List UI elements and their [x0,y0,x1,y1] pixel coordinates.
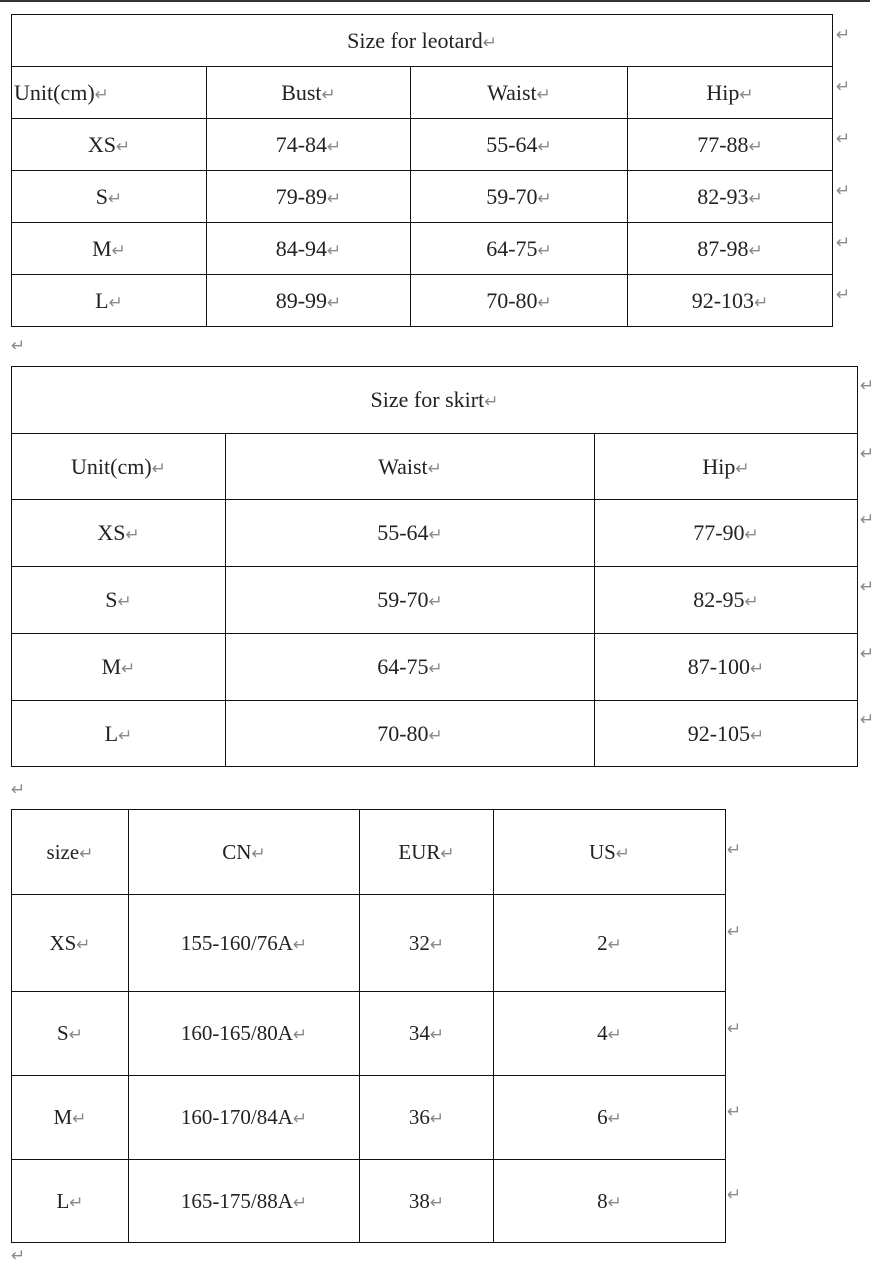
table-cell: 6↵ [494,1076,726,1160]
table-cell: 64-75↵ [411,223,628,275]
table-cell: L↵ [12,275,207,327]
table-title-row [12,367,858,434]
table-cell: 55-64↵ [411,119,628,171]
table-cell: 82-95↵ [595,567,858,634]
table-cell: 34↵ [360,992,494,1076]
table-cell: 92-105↵ [595,701,858,767]
column-header: Unit(cm)↵ [12,434,226,500]
table-cell: 84-94↵ [207,223,411,275]
skirt-size-table [11,366,858,767]
table-cell: XS↵ [12,895,129,992]
table-row [12,634,858,701]
table-cell: M↵ [12,1076,129,1160]
table-cell: 59-70↵ [226,567,595,634]
row-end-mark: ↵ [836,285,851,305]
table-row [12,701,858,767]
table-row [12,119,833,171]
column-header: Waist↵ [226,434,595,500]
table-cell: 70-80↵ [226,701,595,767]
table-header-row [12,67,833,119]
table-row [12,1076,726,1160]
table-cell: 36↵ [360,1076,494,1160]
table-cell: S↵ [12,992,129,1076]
table-cell: 77-90↵ [595,500,858,567]
table-header-row [12,434,858,500]
table-cell: 87-98↵ [628,223,833,275]
table-cell: 8↵ [494,1160,726,1243]
row-end-mark: ↵ [860,444,874,464]
table-cell: 155-160/76A↵ [129,895,360,992]
size-conversion-table [11,809,726,1243]
table-cell: 70-80↵ [411,275,628,327]
column-header: EUR↵ [360,810,494,895]
column-header: Hip↵ [628,67,833,119]
row-end-mark: ↵ [860,577,874,597]
paragraph-mark: ↵ [11,336,26,356]
leotard-size-table [11,14,833,327]
table-title: Size for skirt↵ [12,367,858,434]
table-row [12,500,858,567]
row-end-mark: ↵ [860,710,874,730]
table-cell: M↵ [12,634,226,701]
table-cell: 160-165/80A↵ [129,992,360,1076]
table-cell: 55-64↵ [226,500,595,567]
table-row [12,1160,726,1243]
row-end-mark: ↵ [836,181,851,201]
table-row [12,567,858,634]
table-row [12,992,726,1076]
table-cell: 79-89↵ [207,171,411,223]
table-cell: 59-70↵ [411,171,628,223]
table-cell: XS↵ [12,500,226,567]
table-cell: 64-75↵ [226,634,595,701]
table-row [12,171,833,223]
table-row [12,895,726,992]
table-cell: 165-175/88A↵ [129,1160,360,1243]
column-header: Hip↵ [595,434,858,500]
table-cell: 87-100↵ [595,634,858,701]
table-cell: S↵ [12,567,226,634]
table-cell: 82-93↵ [628,171,833,223]
table-cell: L↵ [12,1160,129,1243]
table-cell: M↵ [12,223,207,275]
column-header: CN↵ [129,810,360,895]
table-cell: 77-88↵ [628,119,833,171]
table-cell: XS↵ [12,119,207,171]
table-cell: 38↵ [360,1160,494,1243]
row-end-mark: ↵ [860,376,874,396]
table-cell: 74-84↵ [207,119,411,171]
table-cell: 160-170/84A↵ [129,1076,360,1160]
row-end-mark: ↵ [727,840,742,860]
table-title: Size for leotard↵ [12,15,833,67]
table-row [12,275,833,327]
column-header: Unit(cm)↵ [12,67,207,119]
table-cell: 92-103↵ [628,275,833,327]
paragraph-mark: ↵ [11,780,26,800]
table-cell: S↵ [12,171,207,223]
row-end-mark: ↵ [836,233,851,253]
row-end-mark: ↵ [727,1185,742,1205]
column-header: Waist↵ [411,67,628,119]
row-end-mark: ↵ [836,77,851,97]
table-header-row [12,810,726,895]
column-header: Bust↵ [207,67,411,119]
table-row [12,223,833,275]
table-title-row [12,15,833,67]
row-end-mark: ↵ [727,1102,742,1122]
table-cell: L↵ [12,701,226,767]
table-cell: 89-99↵ [207,275,411,327]
paragraph-mark: ↵ [11,1246,26,1266]
row-end-mark: ↵ [836,25,851,45]
table-cell: 2↵ [494,895,726,992]
row-end-mark: ↵ [860,644,874,664]
row-end-mark: ↵ [860,510,874,530]
table-cell: 4↵ [494,992,726,1076]
row-end-mark: ↵ [727,1019,742,1039]
row-end-mark: ↵ [727,922,742,942]
column-header: US↵ [494,810,726,895]
column-header: size↵ [12,810,129,895]
top-rule [0,0,870,2]
row-end-mark: ↵ [836,129,851,149]
table-cell: 32↵ [360,895,494,992]
